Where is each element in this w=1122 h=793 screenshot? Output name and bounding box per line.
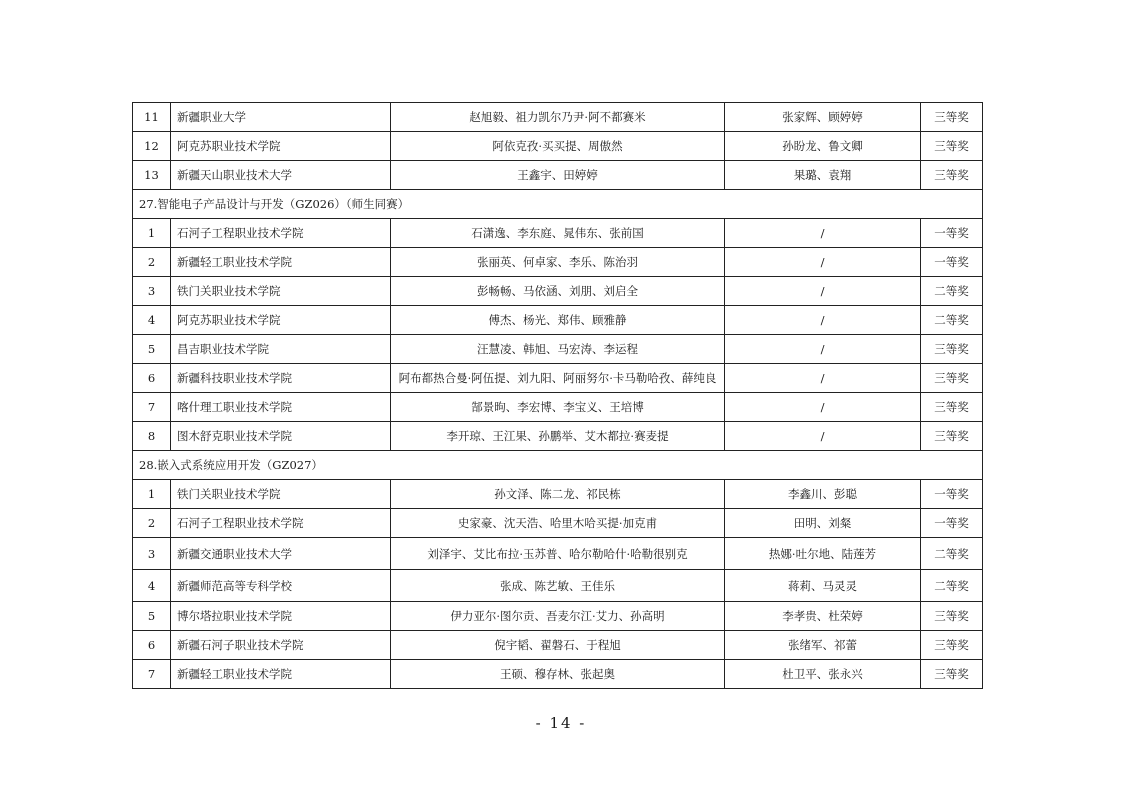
award-level: 一等奖 — [921, 248, 983, 277]
teacher-names: 热娜·吐尔地、陆莲芳 — [725, 538, 921, 570]
award-level: 三等奖 — [921, 602, 983, 631]
teacher-names: 杜卫平、张永兴 — [725, 660, 921, 689]
award-level: 三等奖 — [921, 335, 983, 364]
award-level: 三等奖 — [921, 364, 983, 393]
school-name: 博尔塔拉职业技术学院 — [171, 602, 391, 631]
teacher-names: 蒋莉、马灵灵 — [725, 570, 921, 602]
row-number: 12 — [133, 132, 171, 161]
school-name: 新疆石河子职业技术学院 — [171, 631, 391, 660]
teacher-names: / — [725, 277, 921, 306]
school-name: 新疆交通职业技术大学 — [171, 538, 391, 570]
student-names: 张丽英、何卓家、李乐、陈治羽 — [391, 248, 725, 277]
teacher-names: 孙盼龙、鲁文卿 — [725, 132, 921, 161]
school-name: 新疆轻工职业技术学院 — [171, 660, 391, 689]
table-row — [133, 364, 983, 393]
award-level: 一等奖 — [921, 219, 983, 248]
award-level: 一等奖 — [921, 509, 983, 538]
student-names: 石潇逸、李东庭、晁伟东、张前国 — [391, 219, 725, 248]
teacher-names: / — [725, 219, 921, 248]
teacher-names: 果璐、袁翔 — [725, 161, 921, 190]
student-names: 李开琼、王江果、孙鹏举、艾木都拉·赛麦提 — [391, 422, 725, 451]
award-level: 二等奖 — [921, 277, 983, 306]
section-title: 27.智能电子产品设计与开发（GZ026）（师生同赛） — [133, 190, 983, 219]
row-number: 5 — [133, 602, 171, 631]
table-row — [133, 660, 983, 689]
row-number: 1 — [133, 480, 171, 509]
row-number: 3 — [133, 538, 171, 570]
table-row — [133, 631, 983, 660]
awards-table-body — [133, 103, 983, 689]
table-row — [133, 248, 983, 277]
school-name: 石河子工程职业技术学院 — [171, 509, 391, 538]
row-number: 6 — [133, 631, 171, 660]
row-number: 2 — [133, 248, 171, 277]
student-names: 汪慧凌、韩旭、马宏涛、李运程 — [391, 335, 725, 364]
student-names: 孙文泽、陈二龙、祁民栋 — [391, 480, 725, 509]
school-name: 石河子工程职业技术学院 — [171, 219, 391, 248]
student-names: 赵旭毅、祖力凯尔乃尹·阿不都赛米 — [391, 103, 725, 132]
teacher-names: / — [725, 393, 921, 422]
teacher-names: / — [725, 364, 921, 393]
row-number: 4 — [133, 306, 171, 335]
row-number: 8 — [133, 422, 171, 451]
awards-table — [132, 102, 983, 689]
student-names: 郜景昫、李宏博、李宝义、王培博 — [391, 393, 725, 422]
page-number: - 14 - — [535, 714, 587, 732]
award-level: 二等奖 — [921, 538, 983, 570]
table-row — [133, 103, 983, 132]
teacher-names: 田明、刘粲 — [725, 509, 921, 538]
student-names: 彭畅畅、马依涵、刘朋、刘启全 — [391, 277, 725, 306]
student-names: 傅杰、杨光、郑伟、顾雅静 — [391, 306, 725, 335]
student-names: 刘泽宇、艾比布拉·玉苏普、哈尔勒哈什·哈勒很别克 — [391, 538, 725, 570]
row-number: 13 — [133, 161, 171, 190]
award-level: 三等奖 — [921, 660, 983, 689]
table-row — [133, 480, 983, 509]
school-name: 阿克苏职业技术学院 — [171, 306, 391, 335]
row-number: 7 — [133, 660, 171, 689]
student-names: 阿依克孜·买买提、周傲然 — [391, 132, 725, 161]
table-row — [133, 538, 983, 570]
table-row — [133, 509, 983, 538]
teacher-names: 李鑫川、彭聪 — [725, 480, 921, 509]
table-row — [133, 161, 983, 190]
school-name: 阿克苏职业技术学院 — [171, 132, 391, 161]
school-name: 铁门关职业技术学院 — [171, 277, 391, 306]
award-level: 三等奖 — [921, 422, 983, 451]
school-name: 新疆职业大学 — [171, 103, 391, 132]
teacher-names: / — [725, 306, 921, 335]
row-number: 5 — [133, 335, 171, 364]
table-row — [133, 570, 983, 602]
row-number: 11 — [133, 103, 171, 132]
teacher-names: / — [725, 422, 921, 451]
student-names: 倪宇韬、翟磐石、于程旭 — [391, 631, 725, 660]
award-level: 三等奖 — [921, 161, 983, 190]
table-row — [133, 219, 983, 248]
table-row — [133, 422, 983, 451]
school-name: 新疆轻工职业技术学院 — [171, 248, 391, 277]
table-row — [133, 602, 983, 631]
school-name: 昌吉职业技术学院 — [171, 335, 391, 364]
award-level: 三等奖 — [921, 132, 983, 161]
student-names: 王硕、穆存林、张起奥 — [391, 660, 725, 689]
row-number: 6 — [133, 364, 171, 393]
student-names: 王鑫宇、田婷婷 — [391, 161, 725, 190]
award-level: 三等奖 — [921, 103, 983, 132]
award-level: 一等奖 — [921, 480, 983, 509]
student-names: 张成、陈艺敏、王佳乐 — [391, 570, 725, 602]
award-level: 三等奖 — [921, 631, 983, 660]
table-row — [133, 335, 983, 364]
school-name: 新疆师范高等专科学校 — [171, 570, 391, 602]
row-number: 3 — [133, 277, 171, 306]
school-name: 新疆科技职业技术学院 — [171, 364, 391, 393]
award-level: 二等奖 — [921, 306, 983, 335]
teacher-names: 张绪军、祁蕾 — [725, 631, 921, 660]
section-header-row — [133, 451, 983, 480]
section-header-row — [133, 190, 983, 219]
teacher-names: / — [725, 335, 921, 364]
school-name: 图木舒克职业技术学院 — [171, 422, 391, 451]
table-row — [133, 132, 983, 161]
row-number: 4 — [133, 570, 171, 602]
row-number: 2 — [133, 509, 171, 538]
teacher-names: / — [725, 248, 921, 277]
section-title: 28.嵌入式系统应用开发（GZ027） — [133, 451, 983, 480]
school-name: 铁门关职业技术学院 — [171, 480, 391, 509]
row-number: 1 — [133, 219, 171, 248]
school-name: 新疆天山职业技术大学 — [171, 161, 391, 190]
table-row — [133, 306, 983, 335]
award-level: 三等奖 — [921, 393, 983, 422]
row-number: 7 — [133, 393, 171, 422]
table-row — [133, 277, 983, 306]
award-level: 二等奖 — [921, 570, 983, 602]
student-names: 史家豪、沈天浩、哈里木哈买提·加克甫 — [391, 509, 725, 538]
teacher-names: 李孝贵、杜荣婷 — [725, 602, 921, 631]
student-names: 阿布都热合曼·阿伍提、刘九阳、阿丽努尔·卡马勒哈孜、薛纯良 — [391, 364, 725, 393]
student-names: 伊力亚尔·图尔贡、吾麦尔江·艾力、孙高明 — [391, 602, 725, 631]
teacher-names: 张家辉、顾婷婷 — [725, 103, 921, 132]
school-name: 喀什理工职业技术学院 — [171, 393, 391, 422]
table-row — [133, 393, 983, 422]
